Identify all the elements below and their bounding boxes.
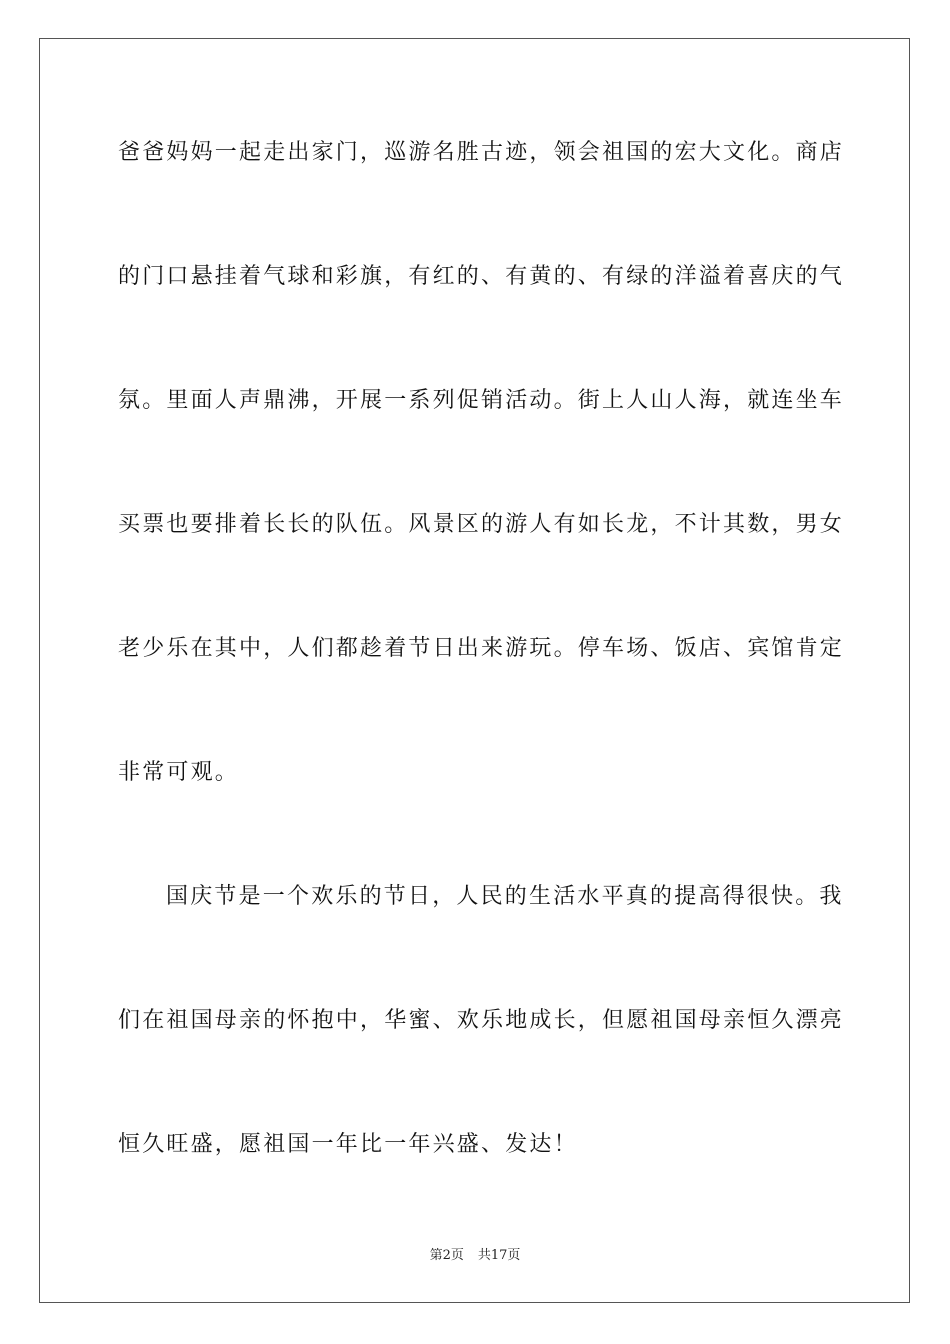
page-footer xyxy=(0,1247,950,1265)
paragraph-2-line-3: 恒久旺盛，愿祖国一年比一年兴盛、发达！ xyxy=(118,1132,578,1157)
paragraph-1-line-1: 爸爸妈妈一起走出家门，巡游名胜古迹，领会祖国的宏大文化。商店 xyxy=(118,140,845,165)
page-border xyxy=(39,38,910,1303)
paragraph-2-line-1: 国庆节是一个欢乐的节日，人民的生活水平真的提高得很快。我 xyxy=(166,884,844,909)
page-number: 第2页 xyxy=(429,1248,464,1263)
paragraph-1-line-2: 的门口悬挂着气球和彩旗，有红的、有黄的、有绿的洋溢着喜庆的气 xyxy=(118,264,845,289)
paragraph-1-line-3: 氛。里面人声鼎沸，开展一系列促销活动。街上人山人海，就连坐车 xyxy=(118,388,845,413)
paragraph-1-line-5: 老少乐在其中，人们都趁着节日出来游玩。停车场、饭店、宾馆肯定 xyxy=(118,636,845,661)
paragraph-1-line-4: 买票也要排着长长的队伍。风景区的游人有如长龙，不计其数，男女 xyxy=(118,512,845,537)
paragraph-1-line-6: 非常可观。 xyxy=(118,760,240,785)
paragraph-2-line-2: 们在祖国母亲的怀抱中，华蜜、欢乐地成长，但愿祖国母亲恒久漂亮 xyxy=(118,1008,845,1033)
page-total: 共17页 xyxy=(477,1248,521,1263)
